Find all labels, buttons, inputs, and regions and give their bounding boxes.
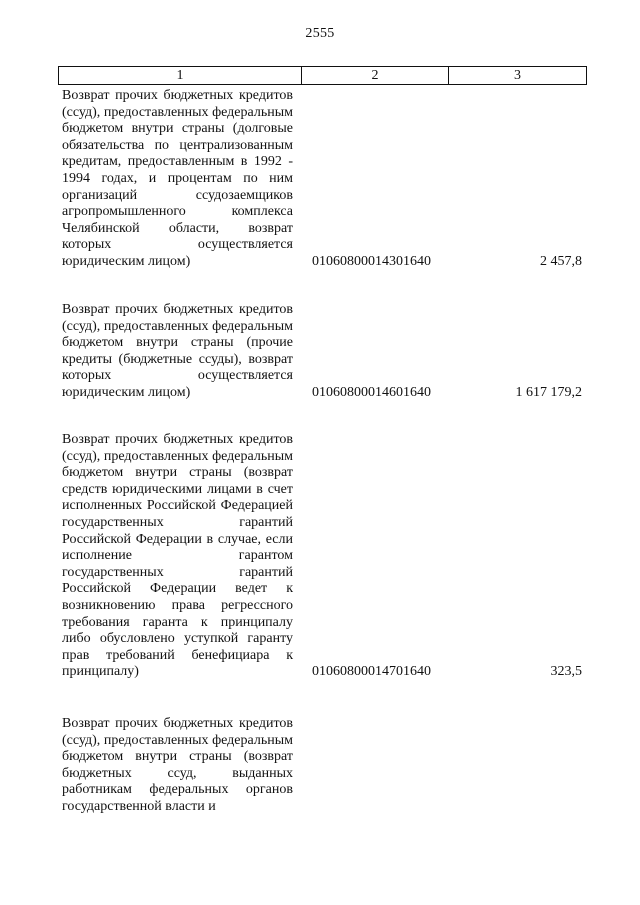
table-column-header bbox=[58, 66, 587, 85]
row-code: 01060800014301640 bbox=[312, 253, 431, 269]
row-description: Возврат прочих бюджетных кредитов (ссуд), предоставленных федеральным бюджетом внутри страны (возврат средств юридическими лицами в счет исполненных Российской Федерацией государственных гарантий Российской Федерации в случае, если исполнение гарантом государственных гарантий Российской Федерации ведет к возникновению права регрессного требования гаранта к принципалу либо обусловлено уступкой гаранту прав требований бенефициара к принципалу) bbox=[62, 432, 293, 680]
page-number: 2555 bbox=[305, 26, 335, 41]
table-row bbox=[62, 716, 592, 816]
row-description: Возврат прочих бюджетных кредитов (ссуд), предоставленных федеральным бюджетом внутри страны (долговые обязательства по централизованным кредитам, предоставленным в 1992 - 1994 годах, и процентам по ним организаций ссудозаемщиков агропромышленного комплекса Челябинской области, возврат которых осуществляется юридическим лицом) bbox=[62, 88, 293, 269]
row-amount: 323,5 bbox=[550, 664, 582, 680]
column-header-3: 3 bbox=[514, 67, 521, 83]
row-description: Возврат прочих бюджетных кредитов (ссуд), предоставленных федеральным бюджетом внутри страны (прочие кредиты (бюджетные ссуды), возврат которых осуществляется юридическим лицом) bbox=[62, 302, 293, 400]
table-row bbox=[62, 88, 592, 271]
column-header-2: 2 bbox=[302, 67, 449, 84]
column-header-1: 1 bbox=[59, 67, 302, 84]
row-amount: 2 457,8 bbox=[540, 253, 582, 269]
row-amount: 1 617 179,2 bbox=[515, 384, 582, 400]
table-row bbox=[62, 302, 592, 402]
row-code: 01060800014601640 bbox=[312, 384, 431, 400]
row-description: Возврат прочих бюджетных кредитов (ссуд), предоставленных федеральным бюджетом внутри страны (возврат бюджетных ссуд, выданных работникам федеральных органов государственной власти и bbox=[62, 716, 293, 814]
row-code: 01060800014701640 bbox=[312, 664, 431, 680]
table-row bbox=[62, 432, 592, 681]
